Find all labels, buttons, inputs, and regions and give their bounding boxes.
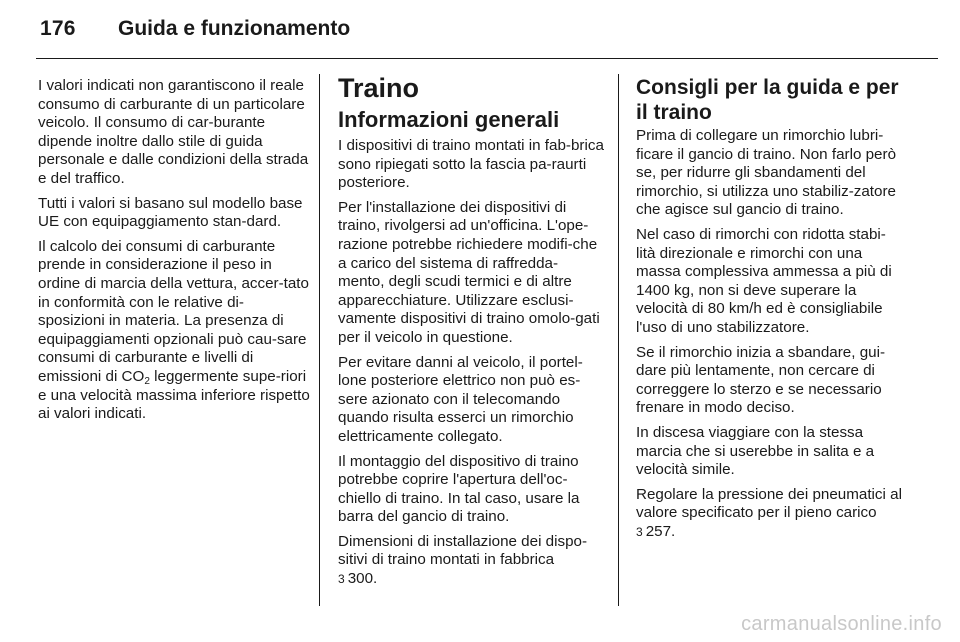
page-reference-link[interactable]: 300. (347, 570, 378, 588)
paragraph-text: Regolare la pressione dei pneumatici al valore specificato per il pieno carico (636, 485, 902, 522)
watermark: carmanualsonline.info (741, 613, 942, 635)
paragraph: In discesa viaggiare con la stessa marcia che si userebbe in salita e a velocità simile. (636, 423, 875, 479)
section-title: Guida e funzionamento (118, 17, 351, 40)
paragraph-text: leggermente supe-riori e una velocità massima inferiore rispetto ai valori indicati. (38, 367, 310, 423)
paragraph: Per l'installazione dei dispositivi di traino, rivolgersi ad un'officina. L'ope-razione potrebbe richiedere modifi-che a carico del sistema di raffredda-mento, degli scudi termici e di altre apparecchiature. Utilizzare esclusi-vamente dispositivi di traino omolo-gati per il veicolo in questione. (338, 198, 600, 346)
paragraph: Se il rimorchio inizia a sbandare, gui-dare più lentamente, non cercare di correggere lo sterzo e se necessario frenare in modo deciso. (636, 343, 886, 417)
paragraph (636, 486, 904, 542)
paragraph-text: Il calcolo dei consumi di carburante prende in considerazione il peso in ordine di marcia della vettura, accer-tato in conformità con le relative di-sposizioni in materia. La presenza di equipaggiamenti opzionali può cau-sare consumi di carburante e livelli di emissioni di CO (38, 237, 309, 385)
page-reference-link[interactable]: 257. (645, 522, 676, 540)
page-reference-icon: 3 (636, 524, 643, 539)
heading-consigli: Consigli per la guida e per il traino (636, 76, 899, 124)
paragraph: Nel caso di rimorchi con ridotta stabi-lità direzionale e rimorchi con una massa complessiva ammessa a più di 1400 kg, non si deve superare la velocità di 80 km/h ed è consigliabile l'uso di uno stabilizzatore. (636, 225, 892, 336)
column-middle (338, 66, 604, 595)
paragraph: Per evitare danni al veicolo, il portel-lone posteriore elettrico non può es-sere azionato con il telecomando quando risulta esserci un rimorchio elettricamente collegato. (338, 353, 583, 445)
subscript: 2 (144, 375, 150, 387)
paragraph-text: Dimensioni di installazione dei dispo-sitivi di traino montati in fabbrica (338, 532, 588, 569)
column-left (38, 66, 310, 430)
column-divider (319, 74, 320, 606)
paragraph: I dispositivi di traino montati in fab-brica sono ripiegati sotto la fascia pa-raurti posteriore. (338, 137, 604, 192)
paragraph: Il montaggio del dispositivo di traino potrebbe coprire l'apertura dell'oc-chiello di traino. In tal caso, usare la barra del gancio di traino. (338, 452, 580, 526)
paragraph (338, 533, 604, 589)
subheading-informazioni-generali: Informazioni generali (338, 107, 560, 132)
paragraph: Tutti i valori si basano sul modello base UE con equipaggiamento stan-dard. (38, 194, 303, 231)
page-reference-icon: 3 (338, 572, 345, 587)
heading-traino: Traino (338, 73, 420, 103)
column-right (636, 66, 904, 547)
paragraph (38, 238, 310, 424)
paragraph: Prima di collegare un rimorchio lubri-ficare il gancio di traino. Non farlo però se, per ridurre gli sbandamenti del rimorchio, si utilizza uno stabiliz-zatore che agisce sul gancio di traino. (636, 127, 897, 219)
page-header (0, 0, 960, 62)
page-number: 176 (40, 17, 76, 40)
column-divider (618, 74, 619, 606)
header-divider (36, 58, 938, 59)
paragraph: I valori indicati non garantiscono il reale consumo di carburante di un particolare veicolo. Il consumo di car-burante dipende inoltre dallo stile di guida personale e dalle condizioni della strada e del traffico. (38, 77, 309, 187)
